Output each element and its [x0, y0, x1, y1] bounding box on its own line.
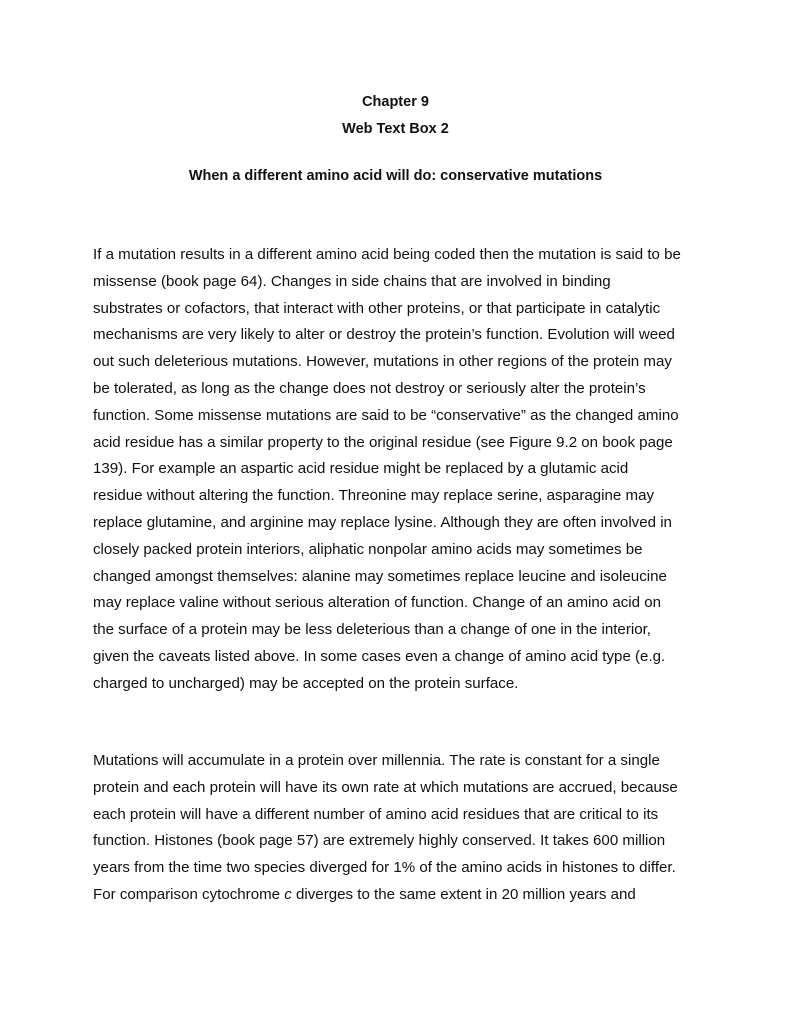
paragraph-line: replace glutamine, and arginine may replace lysine. Although they are often involved in — [93, 513, 672, 531]
paragraph-2 — [93, 748, 713, 909]
paragraph-line: substrates or cofactors, that interact with other proteins, or that participate in catalytic — [93, 299, 661, 317]
paragraph-line: Mutations will accumulate in a protein over millennia. The rate is constant for a single — [93, 752, 660, 769]
chapter-heading: Chapter 9 — [362, 94, 429, 110]
paragraph-line: mechanisms are very likely to alter or destroy the protein’s function. Evolution will weed — [93, 326, 675, 344]
line-text-after: diverges to the same extent in 20 million years and — [291, 885, 636, 903]
document-title: When a different amino acid will do: conservative mutations — [188, 168, 603, 184]
paragraph-line: missense (book page 64). Changes in side chains that are involved in binding — [93, 272, 611, 290]
box-label-heading: Web Text Box 2 — [342, 121, 449, 137]
paragraph-line-last — [93, 882, 713, 909]
paragraph-line: be tolerated, as long as the change does not destroy or seriously alter the protein’s — [93, 379, 646, 397]
paragraph-line: may replace valine without serious alteration of function. Change of an amino acid on — [93, 594, 662, 612]
paragraph-line: each protein will have a different number of amino acid residues that are critical to its — [93, 805, 659, 823]
paragraph-line: protein and each protein will have its own rate at which mutations are accrued, because — [93, 778, 678, 796]
paragraph-line: function. Some missense mutations are said to be “conservative” as the changed amino — [93, 406, 679, 424]
paragraph-line: function. Histones (book page 57) are extremely highly conserved. It takes 600 million — [93, 832, 666, 850]
paragraph-line: closely packed protein interiors, aliphatic nonpolar amino acids may sometimes be — [93, 540, 643, 558]
paragraph-line: changed amongst themselves: alanine may sometimes replace leucine and isoleucine — [93, 567, 667, 585]
paragraph-line: If a mutation results in a different amino acid being coded then the mutation is said to be — [93, 246, 681, 263]
paragraph-line: the surface of a protein may be less deleterious than a change of one in the interior, — [93, 621, 651, 639]
paragraph-1 — [93, 242, 713, 698]
paragraph-line: charged to uncharged) may be accepted on the protein surface. — [93, 674, 519, 692]
paragraph-line: 139). For example an aspartic acid residue might be replaced by a glutamic acid — [93, 460, 629, 478]
paragraph-line: given the caveats listed above. In some cases even a change of amino acid type (e.g. — [93, 647, 666, 665]
paragraph-line: years from the time two species diverged for 1% of the amino acids in histones to differ. — [93, 859, 676, 877]
paragraph-line: acid residue has a similar property to the original residue (see Figure 9.2 on book page — [93, 433, 673, 451]
paragraph-line: residue without altering the function. Threonine may replace serine, asparagine may — [93, 487, 655, 505]
paragraph-line: out such deleterious mutations. However, mutations in other regions of the protein may — [93, 353, 672, 371]
line-text-before: For comparison cytochrome — [93, 885, 285, 903]
italic-c: c — [284, 885, 292, 903]
